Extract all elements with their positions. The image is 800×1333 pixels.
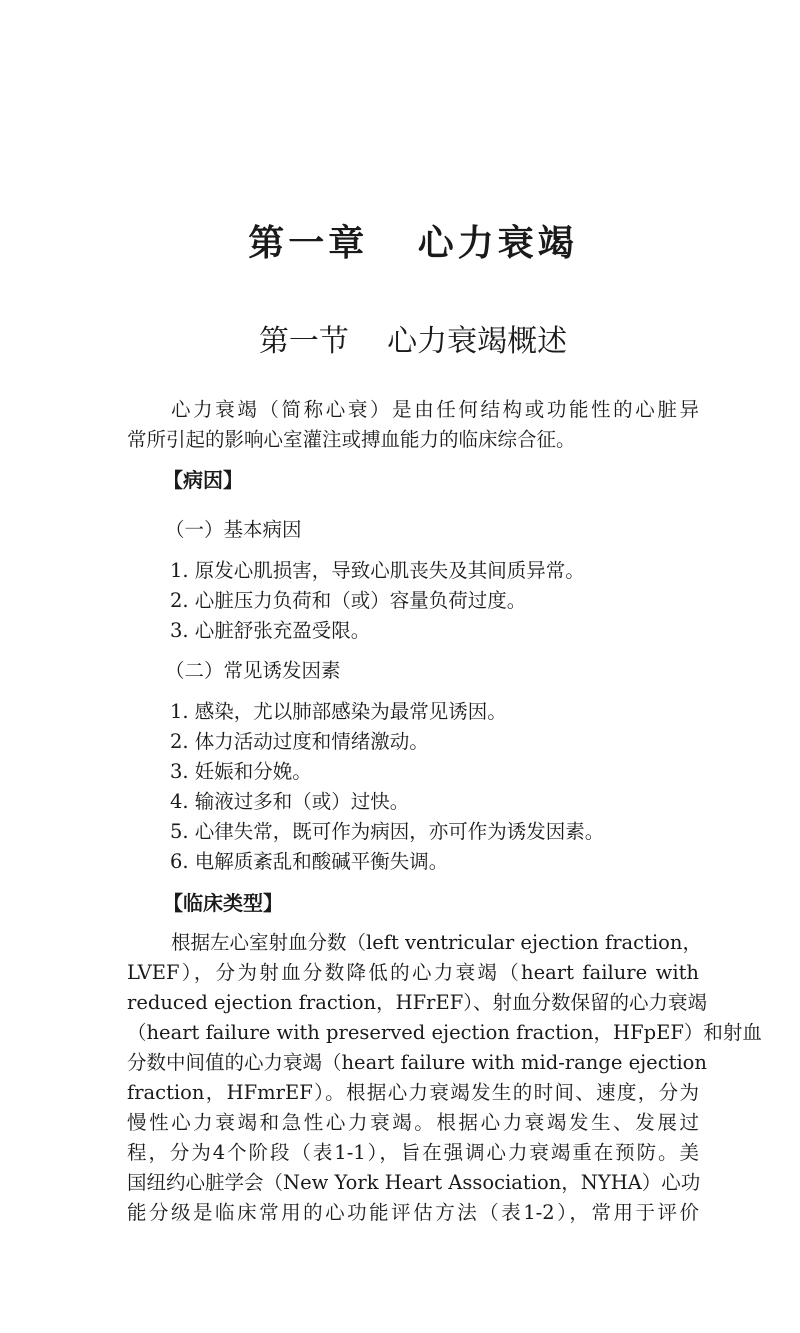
chapter-title: 第一章 心力衰竭 (248, 222, 578, 264)
clinical-types-line: 分数中间值的心力衰竭（heart failure with mid-range ejection (127, 1051, 707, 1074)
intro-line-2: 常所引起的影响心室灌注或搏血能力的临床综合征。 (127, 428, 576, 451)
trigger-item: 3. 妊娠和分娩。 (170, 760, 312, 783)
basic-cause-item: 3. 心脏舒张充盈受限。 (170, 619, 371, 642)
clinical-types-line: 根据左心室射血分数（left ventricular ejection fraction， (171, 931, 702, 954)
clinical-types-line: 慢性心力衰竭和急性心力衰竭。根据心力衰竭发生、发展过 (127, 1111, 699, 1134)
basic-cause-item: 2. 心脏压力负荷和（或）容量负荷过度。 (170, 589, 527, 612)
etiology-heading: 【病因】 (163, 468, 243, 492)
clinical-types-line: 程，分为4个阶段（表1-1），旨在强调心力衰竭重在预防。美 (127, 1141, 699, 1164)
intro-line-1: 心力衰竭（简称心衰）是由任何结构或功能性的心脏异 (171, 398, 699, 421)
clinical-types-line: LVEF），分为射血分数降低的心力衰竭（heart failure with (127, 961, 699, 984)
trigger-item: 6. 电解质紊乱和酸碱平衡失调。 (170, 850, 449, 873)
clinical-types-line: fraction，HFmrEF）。根据心力衰竭发生的时间、速度，分为 (127, 1081, 699, 1104)
trigger-item: 1. 感染，尤以肺部感染为最常见诱因。 (170, 700, 507, 723)
trigger-item: 5. 心律失常，既可作为病因，亦可作为诱发因素。 (170, 820, 605, 843)
clinical-types-heading: 【临床类型】 (163, 891, 283, 915)
trigger-item: 4. 输液过多和（或）过快。 (170, 790, 410, 813)
clinical-types-line: 国纽约心脏学会（New York Heart Association，NYHA）心功 (127, 1171, 701, 1194)
basic-cause-heading: （一）基本病因 (165, 518, 302, 541)
trigger-heading: （二）常见诱发因素 (165, 659, 341, 682)
clinical-types-line: reduced ejection fraction，HFrEF）、射血分数保留的心力衰竭 (127, 991, 707, 1014)
trigger-item: 2. 体力活动过度和情绪激动。 (170, 730, 429, 753)
basic-cause-item: 1. 原发心肌损害，导致心肌丧失及其间质异常。 (170, 559, 585, 582)
clinical-types-line: （heart failure with preserved ejection fraction，HFpEF）和射血 (127, 1021, 762, 1044)
section-title: 第一节 心力衰竭概述 (258, 324, 568, 359)
clinical-types-line: 能分级是临床常用的心功能评估方法（表1-2），常用于评价 (127, 1201, 699, 1224)
